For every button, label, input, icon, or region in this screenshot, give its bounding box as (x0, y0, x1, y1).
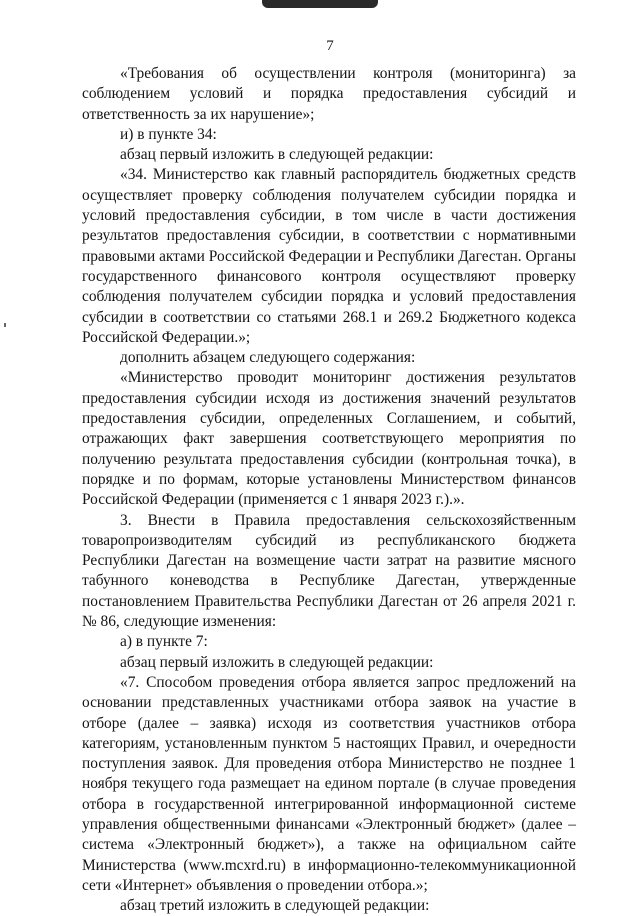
paragraph-item-3: 3. Внести в Правила предоставления сельскохозяйственным товаропроизводителям субсидий из республиканского бюджета Республики Дагестан на возмещение части затрат на развитие мясного табунного коневодства в Республике Дагестан, утвержденные постановлением Правительства Республики Дагестан от 26 апреля 2021 г. № 86, следующие изменения: (82, 511, 576, 631)
paragraph-point-34: «34. Министерство как главный распорядитель бюджетных средств осуществляет проверку соблюдения получателем субсидии порядка и условий предоставления субсидии, в том числе в части достижения результатов предоставления субсидии, в соответствии с нормативными правовыми актами Российской Федерации и Республики Дагестан. Органы государственного финансового контроля осуществляют проверку соблюдения получателем субсидии порядка и условий предоставления субсидии в соответствии со статьями 268.1 и 269.2 Бюджетного кодекса Российской Федерации.»; (82, 166, 576, 346)
paragraph-first-abzac-edit-2: абзац первый изложить в следующей редакции: (120, 653, 434, 671)
scan-speck (4, 323, 6, 327)
paragraph-add-abzac: дополнить абзацем следующего содержания: (120, 349, 416, 367)
paragraph-first-abzac-edit: абзац первый изложить в следующей редакции: (120, 146, 434, 164)
document-body (82, 64, 576, 916)
paragraph-item-i: и) в пункте 34: (120, 125, 217, 143)
paragraph-monitoring: «Министерство проводит мониторинг достижения результатов предоставления субсидии исходя из достижения значений результатов предоставления субсидии, определенных Соглашением, и событий, отражающих факт завершения соответствующего мероприятия по получению результата предоставления субсидии (контрольная точка), в порядке и по формам, которые установлены Министерством финансов Российской Федерации (применяется с 1 января 2023 г.).». (82, 369, 576, 509)
scan-top-mark (262, 0, 378, 8)
paragraph-third-abzac-edit: абзац третий изложить в следующей редакции: (120, 897, 430, 915)
paragraph-requirements-title: «Требования об осуществлении контроля (мониторинга) за соблюдением условий и порядка предоставления субсидий и ответственность за их нарушение»; (82, 65, 576, 123)
paragraph-item-a: а) в пункте 7: (120, 633, 208, 651)
paragraph-point-7: «7. Способом проведения отбора является запрос предложений на основании представленных участниками отбора заявок на участие в отборе (далее – заявка) исходя из соответствия участников отбора категориям, установленным пунктом 5 настоящих Правил, и очередности поступления заявок. Для проведения отбора Министерство не позднее 1 ноября текущего года размещает на едином портале (в случае проведения отбора в государственной интегрированной информационной системе управления общественными финансами «Электронный бюджет» (далее – система «Электронный бюджет»), а также на официальном сайте Министерства (www.mcxrd.ru) в информационно-телекоммуникационной сети «Интернет» объявления о проведении отбора.»; (82, 673, 576, 894)
page-number: 7 (326, 38, 334, 54)
